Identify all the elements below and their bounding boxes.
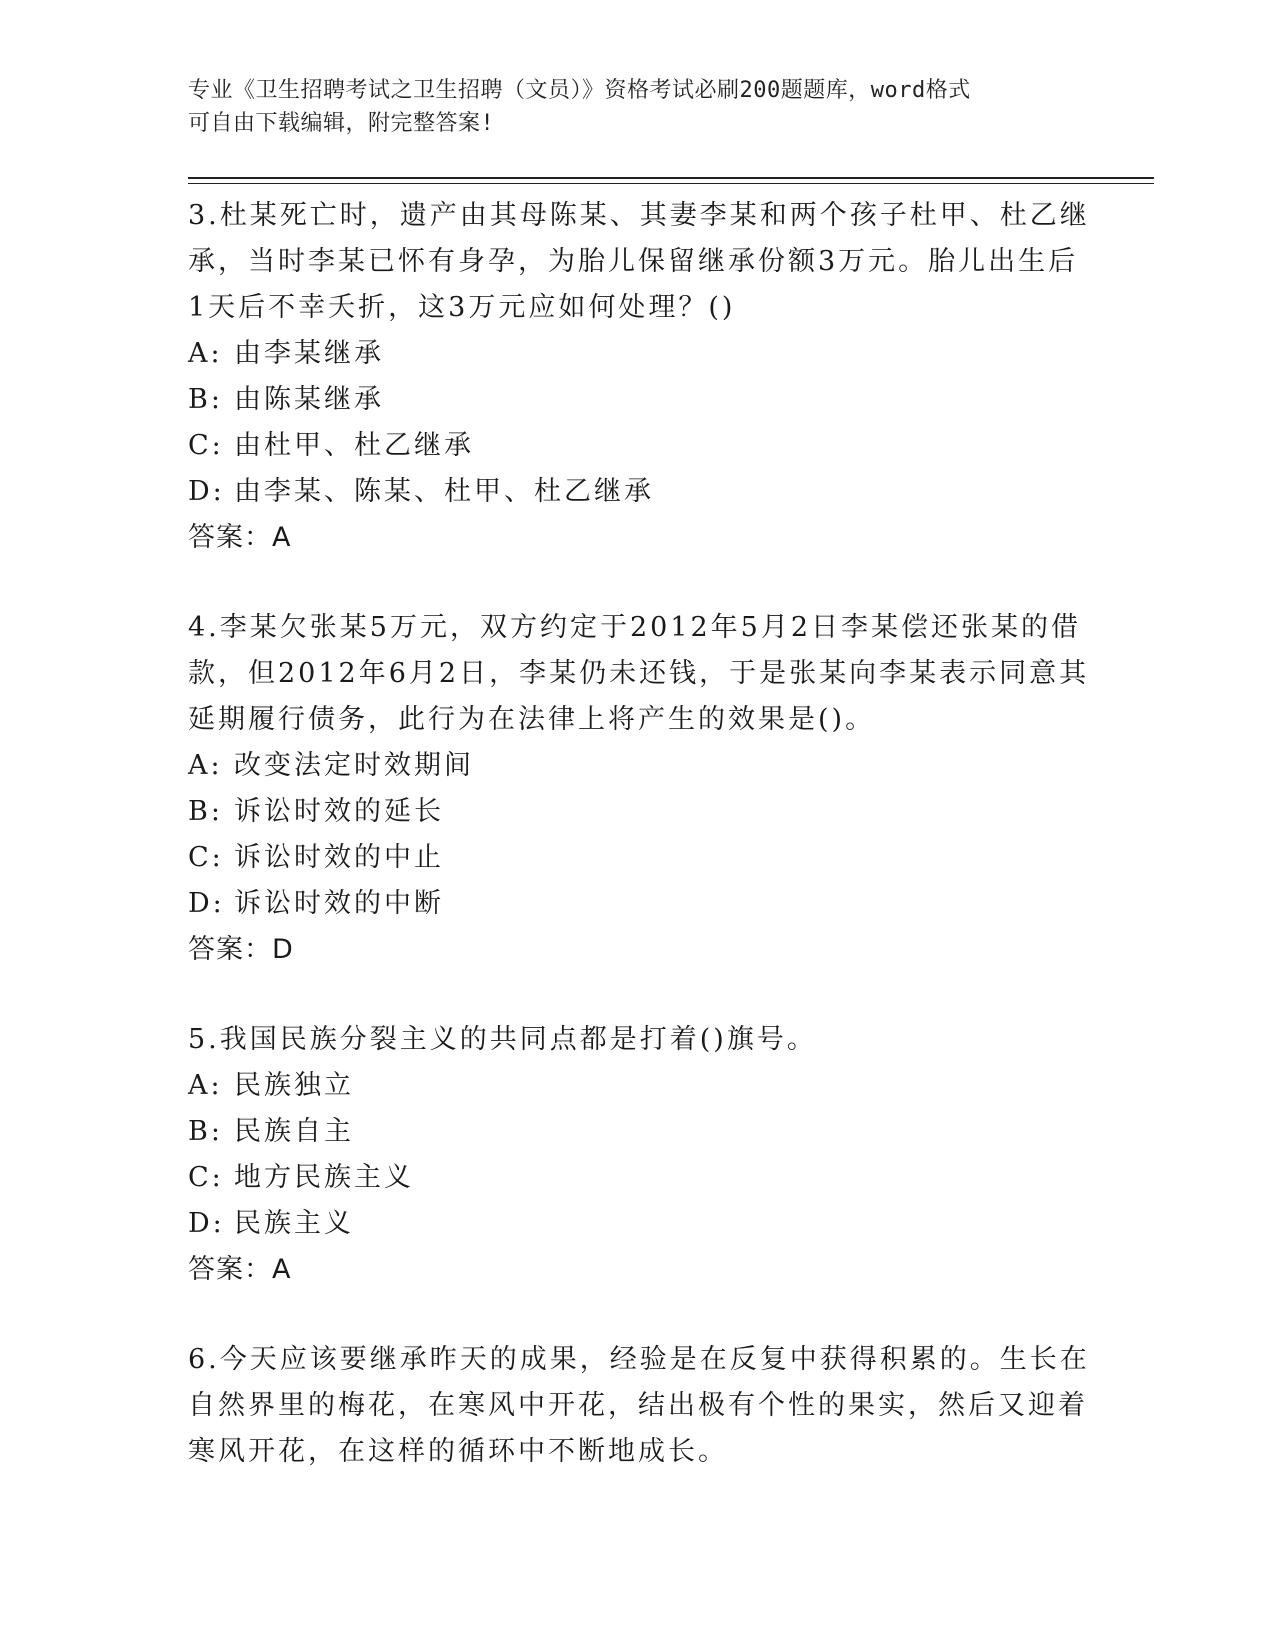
option-d <box>188 1201 1088 1247</box>
question-stem-line: 自然界里的梅花，在寒风中开花，结出极有个性的果实，然后又迎着 <box>188 1390 1088 1421</box>
question-stem <box>188 193 1088 331</box>
option-a <box>188 1063 1088 1109</box>
option-key: D: <box>188 888 225 919</box>
question-6 <box>188 1337 1088 1475</box>
option-list <box>188 331 1088 515</box>
header-divider-thin <box>188 183 1154 184</box>
option-key: B: <box>188 1116 223 1147</box>
option-b <box>188 789 1088 835</box>
option-list <box>188 1063 1088 1247</box>
option-text: 民族自主 <box>234 1116 354 1147</box>
option-key: A: <box>188 1070 223 1101</box>
question-stem-line: 承，当时李某已怀有身孕，为胎儿保留继承份额3万元。胎儿出生后 <box>188 246 1079 277</box>
header-divider-thick <box>188 177 1154 179</box>
option-c <box>188 835 1088 881</box>
option-key: A: <box>188 750 223 781</box>
question-stem-line: 寒风开花，在这样的循环中不断地成长。 <box>188 1436 728 1467</box>
question-stem <box>188 1337 1088 1475</box>
option-key: C: <box>188 430 224 461</box>
option-key: C: <box>188 842 224 873</box>
option-text: 诉讼时效的延长 <box>234 796 444 827</box>
option-text: 由杜甲、杜乙继承 <box>234 430 474 461</box>
option-key: D: <box>188 476 225 507</box>
question-stem <box>188 1017 1088 1063</box>
option-key: C: <box>188 1162 224 1193</box>
option-a <box>188 743 1088 789</box>
answer-line: 答案：A <box>188 522 292 553</box>
option-text: 由李某继承 <box>234 338 384 369</box>
question-stem-line: 6.今天应该要继承昨天的成果，经验是在反复中获得积累的。生长在 <box>188 1344 1090 1375</box>
header-line-2: 可自由下载编辑，附完整答案! <box>188 111 495 136</box>
question-stem-line: 3.杜某死亡时，遗产由其母陈某、其妻李某和两个孩子杜甲、杜乙继 <box>188 200 1090 231</box>
option-d <box>188 881 1088 927</box>
option-text: 改变法定时效期间 <box>234 750 474 781</box>
header-line-1: 专业《卫生招聘考试之卫生招聘（文员）》资格考试必刷200题题库，word格式 <box>188 78 971 103</box>
option-key: B: <box>188 796 223 827</box>
option-key: A: <box>188 338 223 369</box>
option-text: 诉讼时效的中断 <box>234 888 444 919</box>
option-text: 诉讼时效的中止 <box>234 842 444 873</box>
option-c <box>188 423 1088 469</box>
question-4 <box>188 605 1088 973</box>
option-key: B: <box>188 384 223 415</box>
option-a <box>188 331 1088 377</box>
document-header <box>188 74 1088 140</box>
question-stem-line: 1天后不幸夭折，这3万元应如何处理？() <box>188 292 736 323</box>
option-d <box>188 469 1088 515</box>
option-b <box>188 377 1088 423</box>
option-text: 由李某、陈某、杜甲、杜乙继承 <box>234 476 654 507</box>
option-c <box>188 1155 1088 1201</box>
question-stem-line: 5.我国民族分裂主义的共同点都是打着()旗号。 <box>188 1024 817 1055</box>
question-stem-line: 款，但2012年6月2日，李某仍未还钱，于是张某向李某表示同意其 <box>188 658 1090 689</box>
option-text: 民族独立 <box>234 1070 354 1101</box>
question-stem-line: 4.李某欠张某5万元，双方约定于2012年5月2日李某偿还张某的借 <box>188 612 1082 643</box>
question-list <box>188 193 1088 1519</box>
option-text: 由陈某继承 <box>234 384 384 415</box>
option-text: 民族主义 <box>234 1208 354 1239</box>
option-list <box>188 743 1088 927</box>
option-b <box>188 1109 1088 1155</box>
question-5 <box>188 1017 1088 1293</box>
question-stem <box>188 605 1088 743</box>
answer-line: 答案：D <box>188 934 294 965</box>
option-key: D: <box>188 1208 225 1239</box>
question-3 <box>188 193 1088 561</box>
question-stem-line: 延期履行债务，此行为在法律上将产生的效果是()。 <box>188 704 876 735</box>
option-text: 地方民族主义 <box>234 1162 414 1193</box>
answer-line: 答案：A <box>188 1254 292 1285</box>
